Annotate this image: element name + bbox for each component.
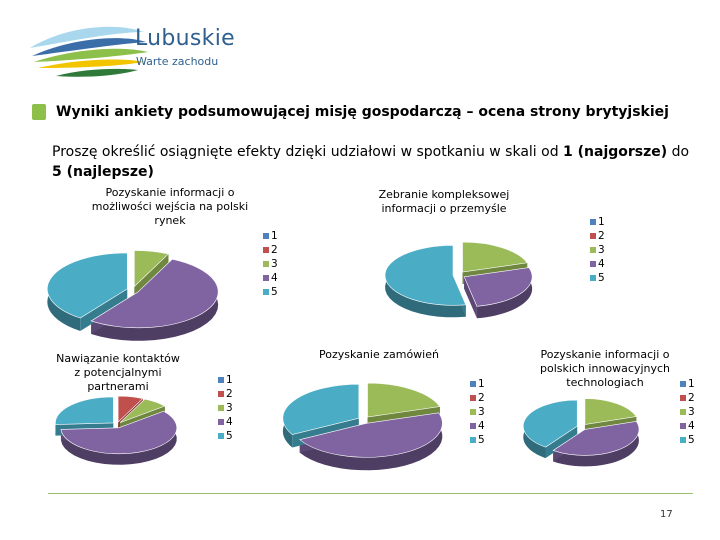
- legend-label: 4: [688, 420, 695, 432]
- pie-chart-3: [55, 396, 176, 465]
- legend-label: 4: [598, 258, 605, 270]
- question-scale-min: 1 (najgorsze): [563, 144, 668, 160]
- legend-label: 3: [271, 258, 278, 270]
- legend-label: 2: [688, 392, 695, 404]
- question-scale-max: 5 (najlepsze): [52, 164, 154, 180]
- pie-chart-4: [283, 383, 443, 470]
- chart-title-3: Nawiązanie kontaktów z potencjalnymi partnerami: [56, 352, 180, 393]
- legend-label: 1: [688, 378, 695, 390]
- pie-slice-5: [55, 397, 113, 425]
- question-text-2: do: [667, 144, 690, 160]
- chart-title-4: Pozyskanie zamówień: [319, 348, 439, 361]
- chart-title-1: Pozyskanie informacji o możliwości wejścia na polski rynek: [91, 186, 249, 227]
- legend-label: 4: [478, 420, 485, 432]
- legend-label: 1: [598, 216, 605, 228]
- legend-label: 5: [598, 272, 605, 284]
- slide-heading: Wyniki ankiety podsumowującej misję gospodarczą – ocena strony brytyjskiej: [56, 104, 669, 120]
- legend-label: 5: [271, 286, 278, 298]
- footer-divider: [48, 493, 693, 494]
- legend-label: 3: [478, 406, 485, 418]
- legend-label: 4: [271, 272, 278, 284]
- legend-label: 3: [598, 244, 605, 256]
- legend-label: 4: [226, 416, 233, 428]
- pie-chart-1: [47, 250, 218, 340]
- legend-label: 2: [226, 388, 233, 400]
- chart-title-2: Zebranie kompleksowej informacji o przemyśle: [378, 188, 510, 215]
- legend-label: 1: [271, 230, 278, 242]
- legend-label: 1: [226, 374, 233, 386]
- legend-label: 2: [598, 230, 605, 242]
- legend-label: 5: [478, 434, 485, 446]
- legend-label: 5: [688, 434, 695, 446]
- pie-chart-2: [385, 242, 532, 318]
- page-number: 17: [660, 509, 673, 520]
- legend-label: 3: [688, 406, 695, 418]
- brand-name: Lubuskie: [135, 26, 235, 51]
- pie-chart-5: [523, 399, 639, 467]
- legend-label: 5: [226, 430, 233, 442]
- question-text-1: Proszę określić osiągnięte efekty dzięki udziałowi w spotkaniu w skali od: [52, 144, 564, 160]
- legend-label: 3: [226, 402, 233, 414]
- brand-tagline: Warte zachodu: [136, 55, 219, 68]
- legend-label: 2: [478, 392, 485, 404]
- legend-label: 1: [478, 378, 485, 390]
- legend-label: 2: [271, 244, 278, 256]
- chart-title-5: Pozyskanie informacji o polskich innowacyjnych technologiach: [539, 348, 671, 389]
